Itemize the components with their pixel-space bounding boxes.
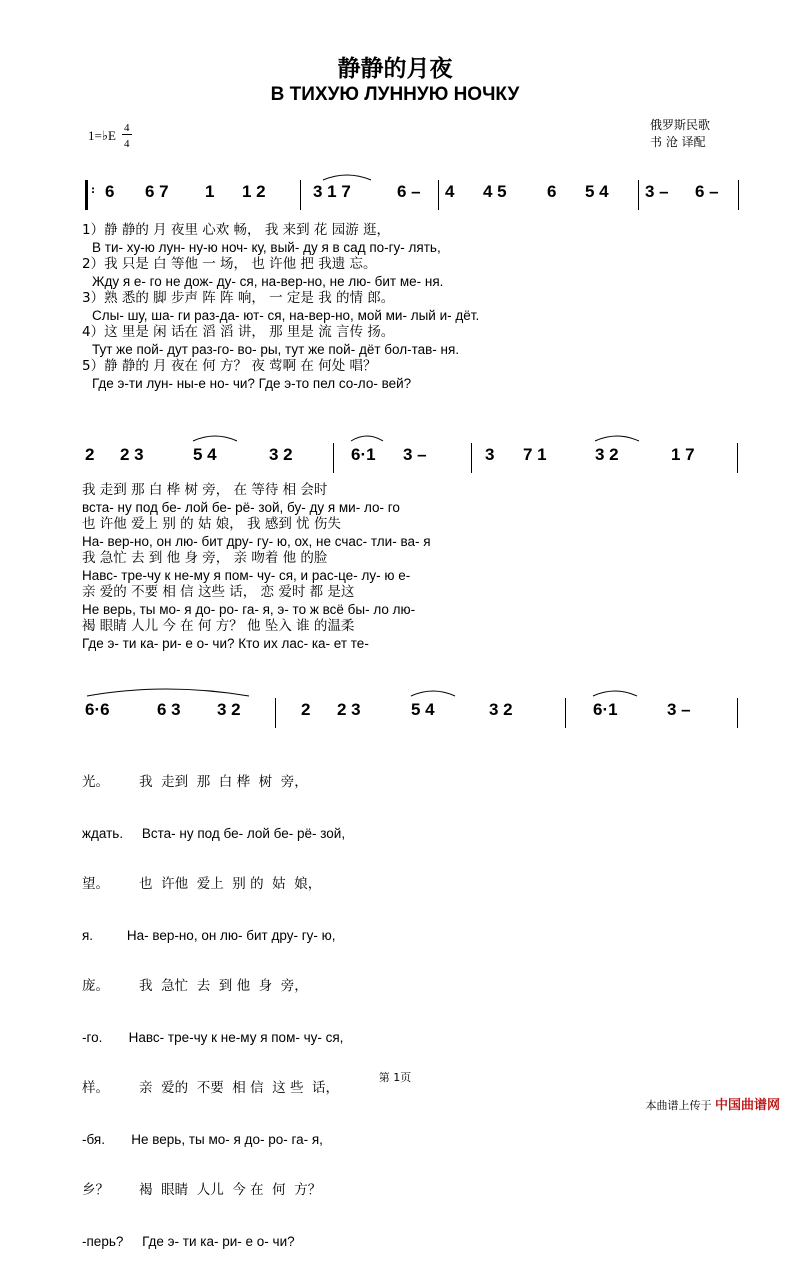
credit-origin: 俄罗斯民歌 — [650, 118, 711, 132]
lyric-line-ru: На- вер-но, он лю- бит дру- гу- ю, ох, не счас- тли- ва- я — [82, 534, 431, 549]
lyrics-block-3 — [82, 740, 345, 1267]
note-group: 2 — [301, 700, 311, 719]
note-group: 4 — [445, 182, 455, 201]
lyric-line-cn: 亲 爱的 不要 相 信 这些 话， 恋 爱时 都 是这 — [82, 584, 355, 600]
page-number: 第 1页 — [378, 1071, 412, 1084]
lyric-line-cn: 光。 我 走到 那 白 桦 树 旁， — [82, 774, 308, 790]
lyric-line-cn: 5）静 静的 月 夜在 何 方？ 夜 莺啊 在 何处 唱？ — [82, 358, 377, 374]
note-group: 6 — [547, 182, 557, 201]
note-group: 5 4 — [193, 445, 217, 464]
lyric-line-ru: -бя. Не верь, ты мо- я до- ро- га- я, — [82, 1132, 323, 1147]
key-signature: 1=♭E — [88, 128, 116, 143]
lyrics-block-1 — [82, 222, 479, 392]
note-group: 3 – — [403, 445, 427, 464]
note-group: 3 2 — [489, 700, 513, 719]
lyric-line-cn: 样。 亲 爱的 不要 相 信 这 些 话， — [82, 1080, 340, 1096]
lyric-line-cn: 2）我 只是 白 等他 一 场， 也 许他 把 我遗 忘。 — [82, 256, 377, 272]
lyrics-block-2 — [82, 482, 431, 652]
note-group: 1 7 — [671, 445, 695, 464]
note-group: 3 – — [667, 700, 691, 719]
note-group: 6·1 — [593, 700, 618, 719]
lyric-line-ru: В ти- ху-ю лун- ну-ю ноч- ку, вый- ду я в сад по-гу- лять, — [92, 240, 441, 255]
slur-marks — [85, 172, 739, 220]
lyric-line-cn: 也 许他 爱上 别 的 姑 娘， 我 感到 忧 伤失 — [82, 516, 341, 532]
note-group: 2 — [85, 445, 95, 464]
lyric-line-cn: 我 急忙 去 到 他 身 旁， 亲 吻着 他 的脸 — [82, 550, 328, 566]
note-group: 2 3 — [120, 445, 144, 464]
lyric-line-ru: вста- ну под бе- лой бе- рё- зой, бу- ду я ми- ло- го — [82, 500, 400, 515]
lyric-line-ru: Тут же пой- дут раз-го- во- ры, тут же пой- дёт бол-тав- ня. — [92, 342, 460, 357]
lyric-line-cn: 3）熟 悉的 脚 步声 阵 阵 响， 一 定是 我 的情 郎。 — [82, 290, 395, 306]
time-signature-divider — [122, 134, 132, 135]
lyric-line-cn: 乡？ 褐 眼睛 人儿 今 在 何 方？ — [82, 1182, 322, 1198]
note-group: 6 7 — [145, 182, 169, 201]
lyric-line-ru: -го. Навс- тре-чу к не-му я пом- чу- ся, — [82, 1030, 344, 1045]
credit-arranger: 书 沧 译配 — [650, 135, 706, 149]
note-group: 3 2 — [595, 445, 619, 464]
note-group: 6 – — [695, 182, 719, 201]
note-group: 6 3 — [157, 700, 181, 719]
note-group: 6 — [105, 182, 115, 201]
song-title-russian: В ТИХУЮ ЛУННУЮ НОЧКУ — [270, 84, 520, 105]
watermark — [645, 1094, 780, 1113]
lyric-line-ru: Жду я е- го не дож- ду- ся, на-вер-но, не лю- бит ме- ня. — [92, 274, 444, 289]
lyric-line-cn: 我 走到 那 白 桦 树 旁， 在 等待 相 会时 — [82, 482, 328, 498]
lyric-line-ru: Не верь, ты мо- я до- ро- га- я, э- то ж всё бы- ло лю- — [82, 602, 416, 617]
notation-system-2 — [85, 435, 739, 483]
lyric-line-cn: 庞。 我 急忙 去 到 他 身 旁， — [82, 978, 308, 994]
notation-system-1 — [85, 172, 739, 220]
note-group: 3 – — [645, 182, 669, 201]
lyric-line-ru: Слы- шу, ша- ги раз-да- ют- ся, на-вер-но, мой ми- лый и- дёт. — [92, 308, 480, 323]
slur-marks — [85, 435, 739, 483]
slur-marks — [85, 690, 739, 738]
lyric-line-ru: Где э- ти ка- ри- е о- чи? Кто их лас- ка- ет те- — [82, 636, 369, 651]
time-signature-top: 4 — [124, 122, 130, 134]
note-group: 5 4 — [585, 182, 609, 201]
note-group: 6·6 — [85, 700, 110, 719]
note-group: 1 2 — [242, 182, 266, 201]
watermark-brand: 中国曲谱网 — [714, 1098, 780, 1113]
song-title-chinese: 静静的月夜 — [337, 55, 453, 82]
lyric-line-ru: Навс- тре-чу к не-му я пом- чу- ся, и рас-це- лу- ю е- — [82, 568, 411, 583]
notation-system-3 — [85, 690, 739, 738]
lyric-line-ru: я. На- вер-но, он лю- бит дру- гу- ю, — [82, 928, 336, 943]
note-group: 6 – — [397, 182, 421, 201]
note-group: 6·1 — [351, 445, 376, 464]
note-group: 7 1 — [523, 445, 547, 464]
lyric-line-cn: 1）静 静的 月 夜里 心欢 畅， 我 来到 花 园游 逛， — [82, 222, 391, 238]
lyric-line-ru: ждать. Вста- ну под бе- лой бе- рё- зой, — [82, 826, 346, 841]
note-group: 3 — [485, 445, 495, 464]
watermark-text: 本曲谱上传于 — [645, 1099, 712, 1112]
note-group: 3 2 — [269, 445, 293, 464]
lyric-line-cn: 4）这 里是 闲 话在 滔 滔 讲， 那 里是 流 言传 扬。 — [82, 324, 395, 340]
note-group: 3 1 7 — [313, 182, 351, 201]
note-group: 5 4 — [411, 700, 435, 719]
note-group: 3 2 — [217, 700, 241, 719]
note-group: 4 5 — [483, 182, 507, 201]
lyric-line-ru: -перь? Где э- ти ка- ри- е о- чи? — [82, 1234, 295, 1249]
lyric-line-cn: 褐 眼睛 人儿 今 在 何 方？ 他 坠入 谁 的温柔 — [82, 618, 355, 634]
lyric-line-cn: 望。 也 许他 爱上 别 的 姑 娘， — [82, 876, 322, 892]
note-group: 2 3 — [337, 700, 361, 719]
repeat-dots: : — [91, 185, 95, 196]
lyric-line-ru: Где э-ти лун- ны-е но- чи? Где э-то пел со-ло- вей? — [92, 376, 412, 391]
note-group: 1 — [205, 182, 215, 201]
time-signature-bottom: 4 — [124, 138, 130, 150]
